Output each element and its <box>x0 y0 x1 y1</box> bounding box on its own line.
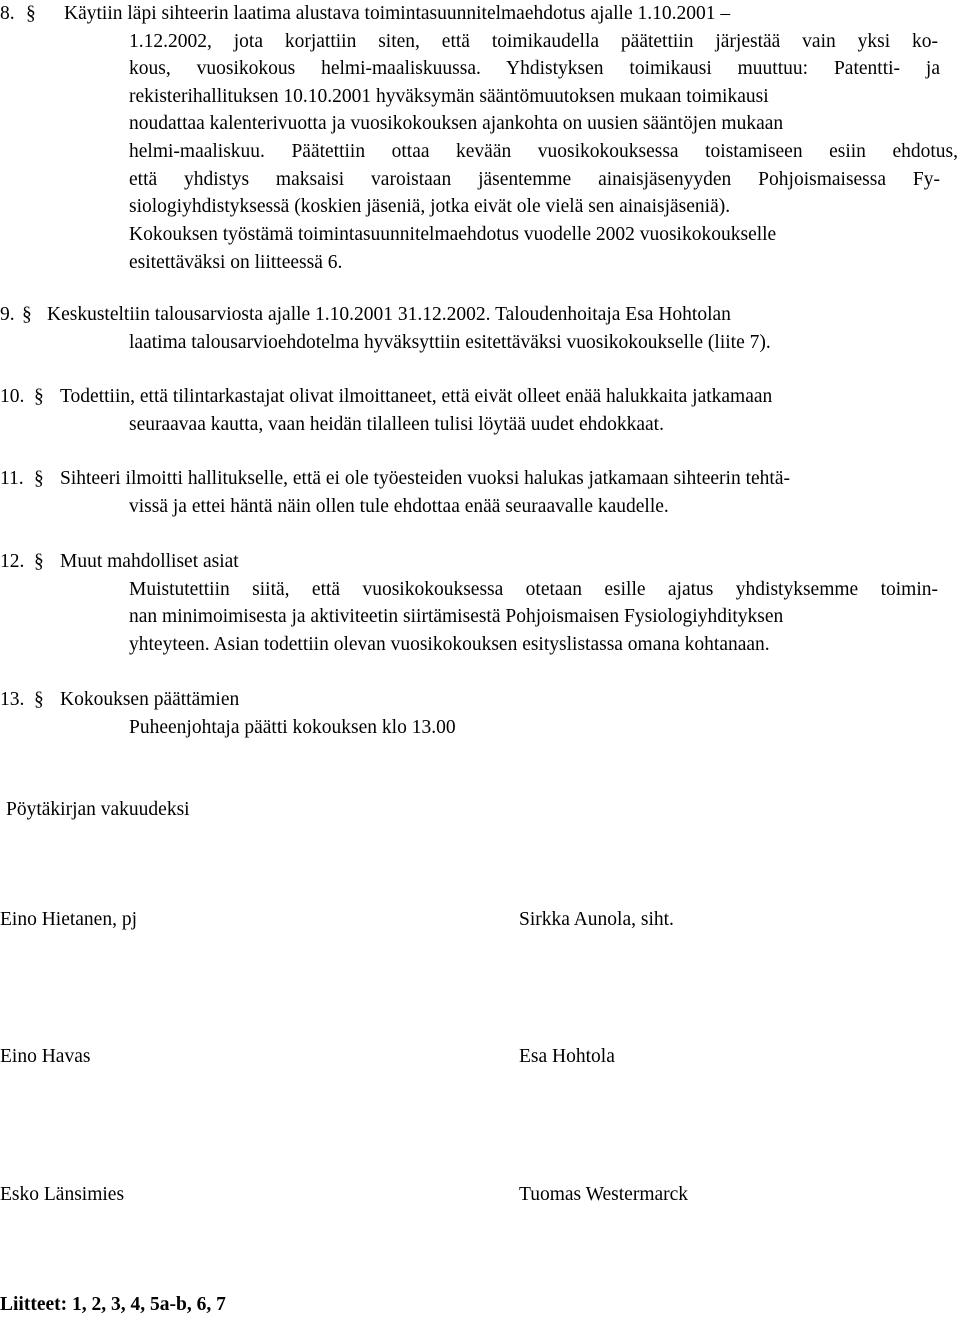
text-line: Kokouksen työstämä toimintasuunnitelmaehdotus vuodelle 2002 vuosikokoukselle <box>129 224 777 245</box>
text-line: laatima talousarvioehdotelma hyväksyttiin esitettäväksi vuosikokoukselle (liite 7). <box>129 332 771 353</box>
text-line: Puheenjohtaja päätti kokouksen klo 13.00 <box>129 717 456 738</box>
item-title: Muut mahdolliset asiat <box>60 551 239 572</box>
text-line: 1.12.2002, jota korjattiin siten, että toimikaudella päätettiin järjestää vain yksi ko- <box>129 31 938 52</box>
text-line: Käytiin läpi sihteerin laatima alustava toimintasuunnitelmaehdotus ajalle 1.10.2001 – <box>64 3 731 24</box>
item-number: 13. <box>0 689 25 710</box>
text-line: noudattaa kalenterivuotta ja vuosikokouksen ajankohta on uusien sääntöjen mukaan <box>129 113 784 134</box>
item-number: 11. <box>0 468 24 489</box>
text-line: helmi-maaliskuu. Päätettiin ottaa kevään vuosikokouksessa toistamiseen esiin ehdotus, <box>129 141 958 162</box>
signatory-name: Esko Länsimies <box>0 1184 125 1205</box>
section-sign: § <box>34 689 44 710</box>
signatory-name: Tuomas Westermarck <box>519 1184 689 1205</box>
text-line: rekisterihallituksen 10.10.2001 hyväksymän sääntömuutoksen mukaan toimikausi <box>129 86 769 107</box>
section-sign: § <box>34 468 44 489</box>
item-title: Keskusteltiin talousarviosta ajalle 1.10.2001 31.12.2002. Taloudenhoitaja Esa Hohtolan <box>47 304 731 325</box>
text-line: nan minimoimisesta ja aktiviteetin siirtämisestä Pohjoismaisen Fysiologiyhdityksen <box>129 606 784 627</box>
signatory-name: Eino Hietanen, pj <box>0 909 138 930</box>
text-line: vissä ja ettei häntä näin ollen tule ehdottaa enää seuraavalle kaudelle. <box>129 496 669 517</box>
closing-text: Pöytäkirjan vakuudeksi <box>6 799 190 820</box>
item-number: 10. <box>0 386 25 407</box>
item-title: Sihteeri ilmoitti hallitukselle, että ei ole työesteiden vuoksi halukas jatkamaan sihteerin tehtä- <box>60 468 790 489</box>
text-line: kous, vuosikokous helmi-maaliskuussa. Yhdistyksen toimikausi muuttuu: Patentti- ja <box>129 58 940 79</box>
item-number: 8. <box>0 3 15 24</box>
item-title: Kokouksen päättämien <box>60 689 240 710</box>
item-title: Todettiin, että tilintarkastajat olivat ilmoittaneet, että eivät olleet enää halukkaita jatkamaan <box>60 386 773 407</box>
text-line: Muistutettiin siitä, että vuosikokouksessa otetaan esille ajatus yhdistyksemme toimin- <box>129 579 938 600</box>
section-sign: § <box>34 386 44 407</box>
item-number: 12. <box>0 551 25 572</box>
attachments-list: Liitteet: 1, 2, 3, 4, 5a-b, 6, 7 <box>0 1294 226 1315</box>
text-line: yhteyteen. Asian todettiin olevan vuosikokouksen esityslistassa omana kohtanaan. <box>129 634 770 655</box>
text-line: esitettäväksi on liitteessä 6. <box>129 252 343 273</box>
text-line: että yhdistys maksaisi varoistaan jäsentemme ainaisjäsenyyden Pohjoismaisessa Fy- <box>129 169 940 190</box>
section-sign: § <box>22 304 32 325</box>
signatory-name: Sirkka Aunola, siht. <box>519 909 674 930</box>
text-line: siologiyhdistyksessä (koskien jäseniä, jotka eivät ole vielä sen ainaisjäseniä). <box>129 196 731 217</box>
item-number: 9. <box>0 304 15 325</box>
signatory-name: Esa Hohtola <box>519 1046 615 1067</box>
section-sign: § <box>26 3 36 24</box>
section-sign: § <box>34 551 44 572</box>
text-line: seuraavaa kautta, vaan heidän tilalleen tulisi löytää uudet ehdokkaat. <box>129 414 664 435</box>
signatory-name: Eino Havas <box>0 1046 91 1067</box>
